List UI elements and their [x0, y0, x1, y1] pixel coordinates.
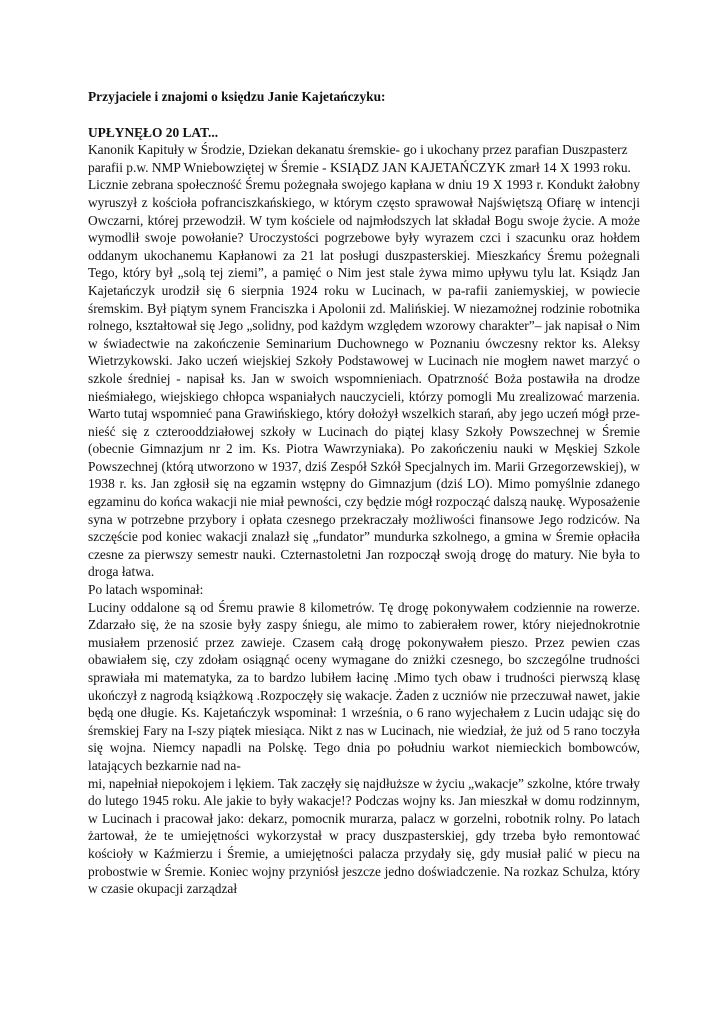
paragraph-intro: Kanonik Kapituły w Środzie, Dziekan dekanatu śremskie- go i ukochany przez parafian Duszpasterz parafii p.w. NMP Wniebowziętej w Śremie - KSIĄDZ JAN KAJETAŃCZYK zmarł 14 X 1993 roku.	[88, 142, 631, 175]
section-title: UPŁYNĘŁO 20 LAT...	[88, 124, 219, 140]
paragraph-recollection: Luciny oddalone są od Śremu prawie 8 kilometrów. Tę drogę pokonywałem codziennie na rowerze. Zdarzało się, że na szosie były zaspy śniegu, ale mimo to zabierałem rower, który niejednokrotnie musiałem przenosić przez zawieje. Czasem całą drogę pokonywałem pieszo. Przez pewien czas obawiałem się, czy zdołam osiągnąć oceny wymagane do zniżki czesnego, bo szczególne trudności sprawiała mi matematyka, za to bardzo lubiłem łacinę .Mimo tych obaw i trudności pierwszą klasę ukończył z nagrodą książkową .Rozpoczęły się wakacje. Żaden z uczniów nie przeczuwał nawet, jakie będą one długie. Ks. Kajetańczyk wspominał: 1 września, o 6 rano wyjechałem z Lucin udając się do śremskiej Fary na I-szy piątek miesiąca. Nikt z nas w Lucinach, nie wiedział, że już od 5 rano toczyła się wojna. Niemcy napadli na Polskę. Tego dnia po południu warkot niemieckich bombowców, latających bezkarnie nad na-	[88, 599, 640, 773]
paragraph-recollection-intro: Po latach wspominał:	[88, 582, 204, 598]
document-page	[88, 88, 640, 898]
paragraph-biography: Licznie zebrana społeczność Śremu pożegnała swojego kapłana w dniu 19 X 1993 r. Kondukt żałobny wyruszył z kościoła pofranciszkańskiego, w którym często sprawował Najświętszą Ofiarę w intencji Owczarni, której przewodził. W tym kościele od najmłodszych lat składał Bogu swoje życie. A może wymodlił swoje powołanie? Uroczystości pogrzebowe były wyrazem czci i szacunku oraz hołdem oddanym ukochanemu Kapłanowi za 21 lat posługi duszpasterskiej. Mieszkańcy Śremu pożegnali Tego, który był „solą tej ziemi”, a pamięć o Nim jest stale żywa mimo upływu tylu lat. Ksiądz Jan Kajetańczyk urodził się 6 sierpnia 1924 roku w Lucinach, w pa-rafii zaniemyskiej, w powiecie śremskim. Był piątym synem Franciszka i Apolonii zd. Malińskiej. W niezamożnej rodzinie robotnika rolnego, kształtował się Jego „solidny, pod każdym względem wzorowy charakter”– jak napisał o Nim w świadectwie na zakończenie Seminarium Duchownego w Poznaniu ówczesny rektor ks. Aleksy Wietrzykowski. Jako uczeń wiejskiej Szkoły Podstawowej w Lucinach nie mogłem nawet marzyć o szkole średniej - napisał ks. Jan w swoich wspomnieniach. Opatrzność Boża postawiła na drodze nieśmiałego, wiejskiego chłopca wspaniałych nauczycieli, którzy pomogli Mu zrealizować marzenia. Warto tutaj wspomnieć pana Grawińskiego, który dołożył wszelkich starań, aby jego uczeń mógł prze-nieść się z czterooddziałowej szkoły w Lucinach do piątej klasy Szkoły Powszechnej w Śremie (obecnie Gimnazjum nr 2 im. Ks. Piotra Wawrzyniaka). Po zakończeniu nauki w Męskiej Szkole Powszechnej (którą utworzono w 1937, dziś Zespół Szkół Specjalnych im. Marii Grzegorzewskiej), w 1938 r. ks. Jan zgłosił się na egzamin wstępny do Gimnazjum (dziś LO). Mimo pomyślnie zdanego egzaminu do końca wakacji nie miał pewności, czy będzie mógł rozpocząć dalszą naukę. Wyposażenie syna w potrzebne przybory i opłata czesnego przekraczały możliwości finansowe Jego rodziców. Na szczęście pod koniec wakacji znalazł się „fundator” mundurka szkolnego, a gmina w Śremie opłaciła czesne za pierwszy semestr nauki. Czternastoletni Jan rozpoczął swoją drogę do matury. Nie była to droga łatwa.	[88, 177, 640, 580]
document-title: Przyjaciele i znajomi o księdzu Janie Kajetańczyku:	[88, 89, 386, 104]
paragraph-war: mi, napełniał niepokojem i lękiem. Tak zaczęły się najdłuższe w życiu „wakacje” szkolne, które trwały do lutego 1945 roku. Ale jakie to były wakacje!? Podczas wojny ks. Jan mieszkał w domu rodzinnym, w Lucinach i pracował jako: dekarz, pomocnik murarza, palacz w gorzelni, robotnik rolny. Po latach żartował, że te umiejętności wykorzystał w pracy duszpasterskiej, gdy trzeba było remontować kościoły w Kaźmierzu i Śremie, a umiejętności palacza przydały się, gdy musiał palić w piecu na probostwie w Śremie. Koniec wojny przyniósł jeszcze jedno doświadczenie. Na rozkaz Schulza, który w czasie okupacji zarządzał	[88, 775, 640, 897]
